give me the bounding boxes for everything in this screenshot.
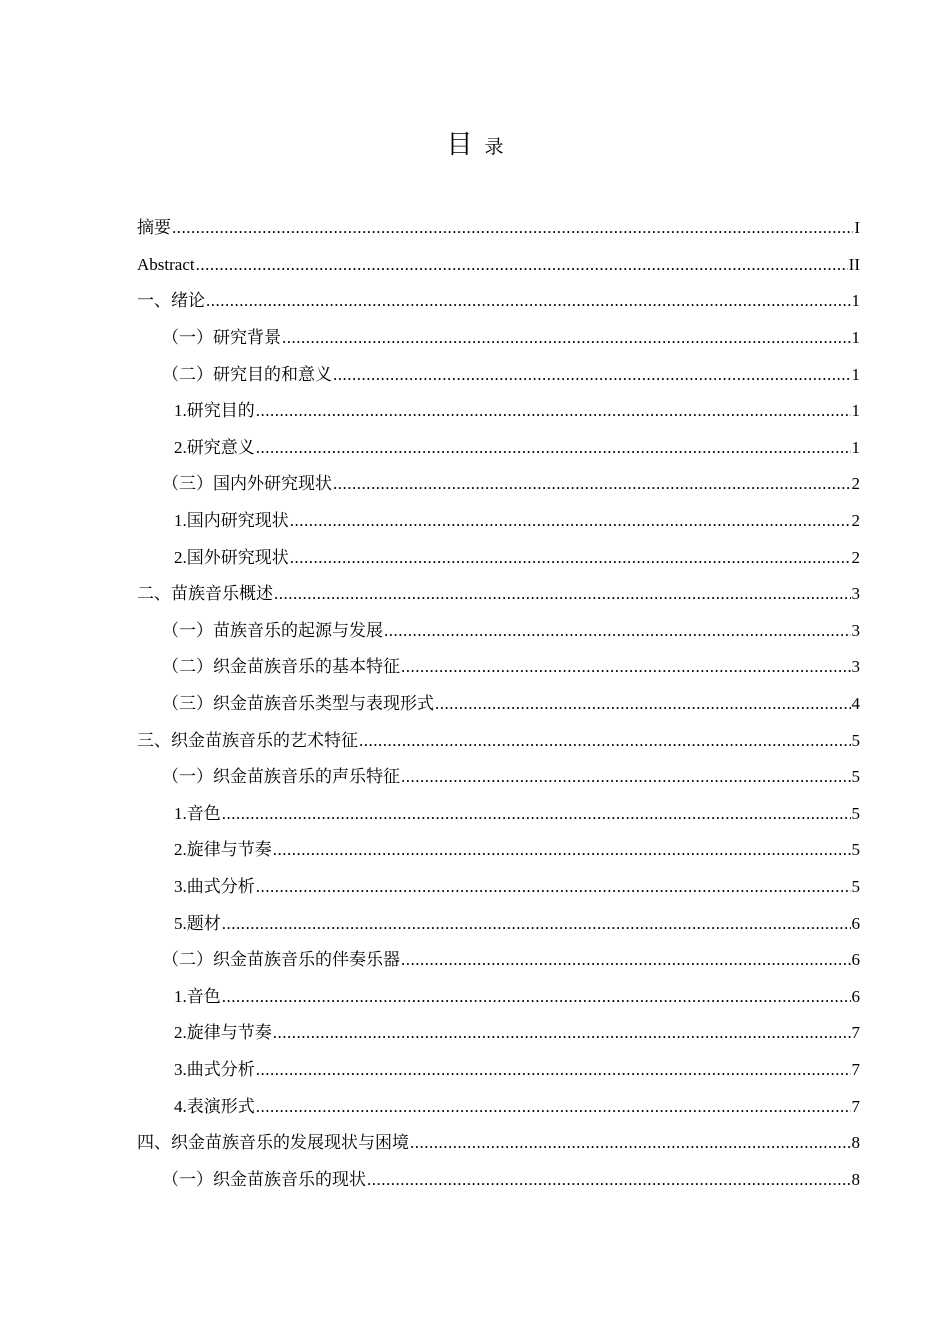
toc-entry-page: 2 [851,547,860,567]
toc-title [0,124,950,161]
toc-entry-page: II [848,254,860,274]
toc-entry-page: 5 [851,803,860,823]
toc-entry[interactable] [137,613,860,650]
toc-entry-title: 三、织金苗族音乐的艺术特征 [137,730,358,750]
toc-entry-title: （一）织金苗族音乐的声乐特征 [162,767,400,787]
toc-leader-dots [367,1170,851,1190]
toc-entry-title: 3.曲式分析 [174,876,255,896]
toc-leader-dots [274,584,851,604]
toc-entry-page: I [854,218,860,238]
toc-leader-dots [222,804,851,824]
toc-leader-dots [256,1060,851,1080]
toc-entry-title: 4.表演形式 [174,1096,255,1116]
toc-entry-page: 7 [851,1096,860,1116]
toc-entry[interactable] [137,1125,860,1162]
toc-leader-dots [401,950,851,970]
toc-entry[interactable] [137,978,860,1015]
toc-entry-title: 2.国外研究现状 [174,547,289,567]
toc-entry-page: 7 [851,1059,860,1079]
toc-entry-page: 3 [851,657,860,677]
table-of-contents [137,210,860,1198]
toc-entry[interactable] [137,649,860,686]
toc-entry-page: 5 [851,840,860,860]
toc-entry[interactable] [137,247,860,284]
toc-entry-page: 5 [851,730,860,750]
toc-entry-title: （二）织金苗族音乐的基本特征 [162,657,400,677]
toc-title-sub: 录 [484,137,504,158]
toc-entry-title: 1.研究目的 [174,401,255,421]
toc-entry-title: 摘要 [137,218,171,238]
toc-entry-page: 7 [851,1023,860,1043]
toc-entry[interactable] [137,466,860,503]
toc-entry-title: （三）国内外研究现状 [162,474,332,494]
toc-entry-title: 四、织金苗族音乐的发展现状与困境 [137,1133,409,1153]
toc-entry-title: （一）苗族音乐的起源与发展 [162,620,383,640]
toc-leader-dots [256,1097,851,1117]
toc-entry[interactable] [137,1015,860,1052]
toc-leader-dots [196,255,848,275]
toc-entry-page: 6 [851,986,860,1006]
toc-entry[interactable] [137,1052,860,1089]
toc-entry-title: Abstract [137,254,195,274]
toc-entry-page: 5 [851,876,860,896]
toc-entry-page: 4 [851,694,860,714]
toc-entry-page: 3 [851,584,860,604]
toc-entry[interactable] [137,759,860,796]
toc-entry[interactable] [137,1088,860,1125]
toc-entry-page: 6 [851,950,860,970]
toc-entry-page: 5 [851,767,860,787]
toc-entry[interactable] [137,393,860,430]
toc-entry[interactable] [137,686,860,723]
toc-leader-dots [222,987,851,1007]
toc-entry-page: 8 [851,1169,860,1189]
toc-entry[interactable] [137,430,860,467]
toc-leader-dots [401,657,851,677]
toc-leader-dots [273,1023,851,1043]
toc-leader-dots [359,731,851,751]
toc-entry-title: （一）研究背景 [162,328,281,348]
toc-entry-page: 1 [851,437,860,457]
toc-entry[interactable] [137,722,860,759]
toc-leader-dots [410,1133,851,1153]
toc-title-main: 目 [446,130,473,159]
toc-leader-dots [435,694,851,714]
toc-leader-dots [290,548,851,568]
toc-leader-dots [256,401,851,421]
toc-leader-dots [401,767,851,787]
toc-entry-title: 二、苗族音乐概述 [137,584,273,604]
toc-leader-dots [290,511,851,531]
toc-entry-title: 2.旋律与节奏 [174,1023,272,1043]
toc-entry-page: 2 [851,474,860,494]
toc-leader-dots [256,438,851,458]
toc-entry-page: 2 [851,511,860,531]
toc-entry-title: 1.国内研究现状 [174,511,289,531]
toc-entry[interactable] [137,942,860,979]
toc-leader-dots [333,365,851,385]
toc-entry[interactable] [137,832,860,869]
toc-entry-title: 5.题材 [174,913,221,933]
toc-entry-page: 1 [851,401,860,421]
toc-entry[interactable] [137,576,860,613]
toc-entry-title: （二）织金苗族音乐的伴奏乐器 [162,950,400,970]
toc-entry-title: 1.音色 [174,986,221,1006]
toc-entry[interactable] [137,905,860,942]
toc-leader-dots [384,621,851,641]
toc-entry-title: 2.研究意义 [174,437,255,457]
toc-entry-title: （二）研究目的和意义 [162,364,332,384]
toc-entry-title: （三）织金苗族音乐类型与表现形式 [162,694,434,714]
toc-entry[interactable] [137,320,860,357]
toc-entry[interactable] [137,869,860,906]
toc-leader-dots [282,328,851,348]
toc-entry-page: 8 [851,1133,860,1153]
toc-leader-dots [222,914,851,934]
toc-entry-title: 3.曲式分析 [174,1059,255,1079]
toc-leader-dots [273,840,851,860]
toc-entry[interactable] [137,796,860,833]
toc-entry-page: 3 [851,620,860,640]
toc-leader-dots [256,877,851,897]
toc-entry-page: 1 [851,291,860,311]
toc-entry[interactable] [137,283,860,320]
toc-leader-dots [333,474,851,494]
toc-entry[interactable] [137,503,860,540]
toc-entry-title: 一、绪论 [137,291,205,311]
toc-leader-dots [206,291,851,311]
toc-entry[interactable] [137,539,860,576]
toc-entry-title: （一）织金苗族音乐的现状 [162,1169,366,1189]
toc-entry-page: 1 [851,328,860,348]
toc-leader-dots [172,218,853,238]
toc-entry-page: 1 [851,364,860,384]
toc-entry-title: 2.旋律与节奏 [174,840,272,860]
toc-entry[interactable] [137,356,860,393]
toc-entry[interactable] [137,210,860,247]
toc-entry-title: 1.音色 [174,803,221,823]
toc-entry-page: 6 [851,913,860,933]
toc-entry[interactable] [137,1161,860,1198]
